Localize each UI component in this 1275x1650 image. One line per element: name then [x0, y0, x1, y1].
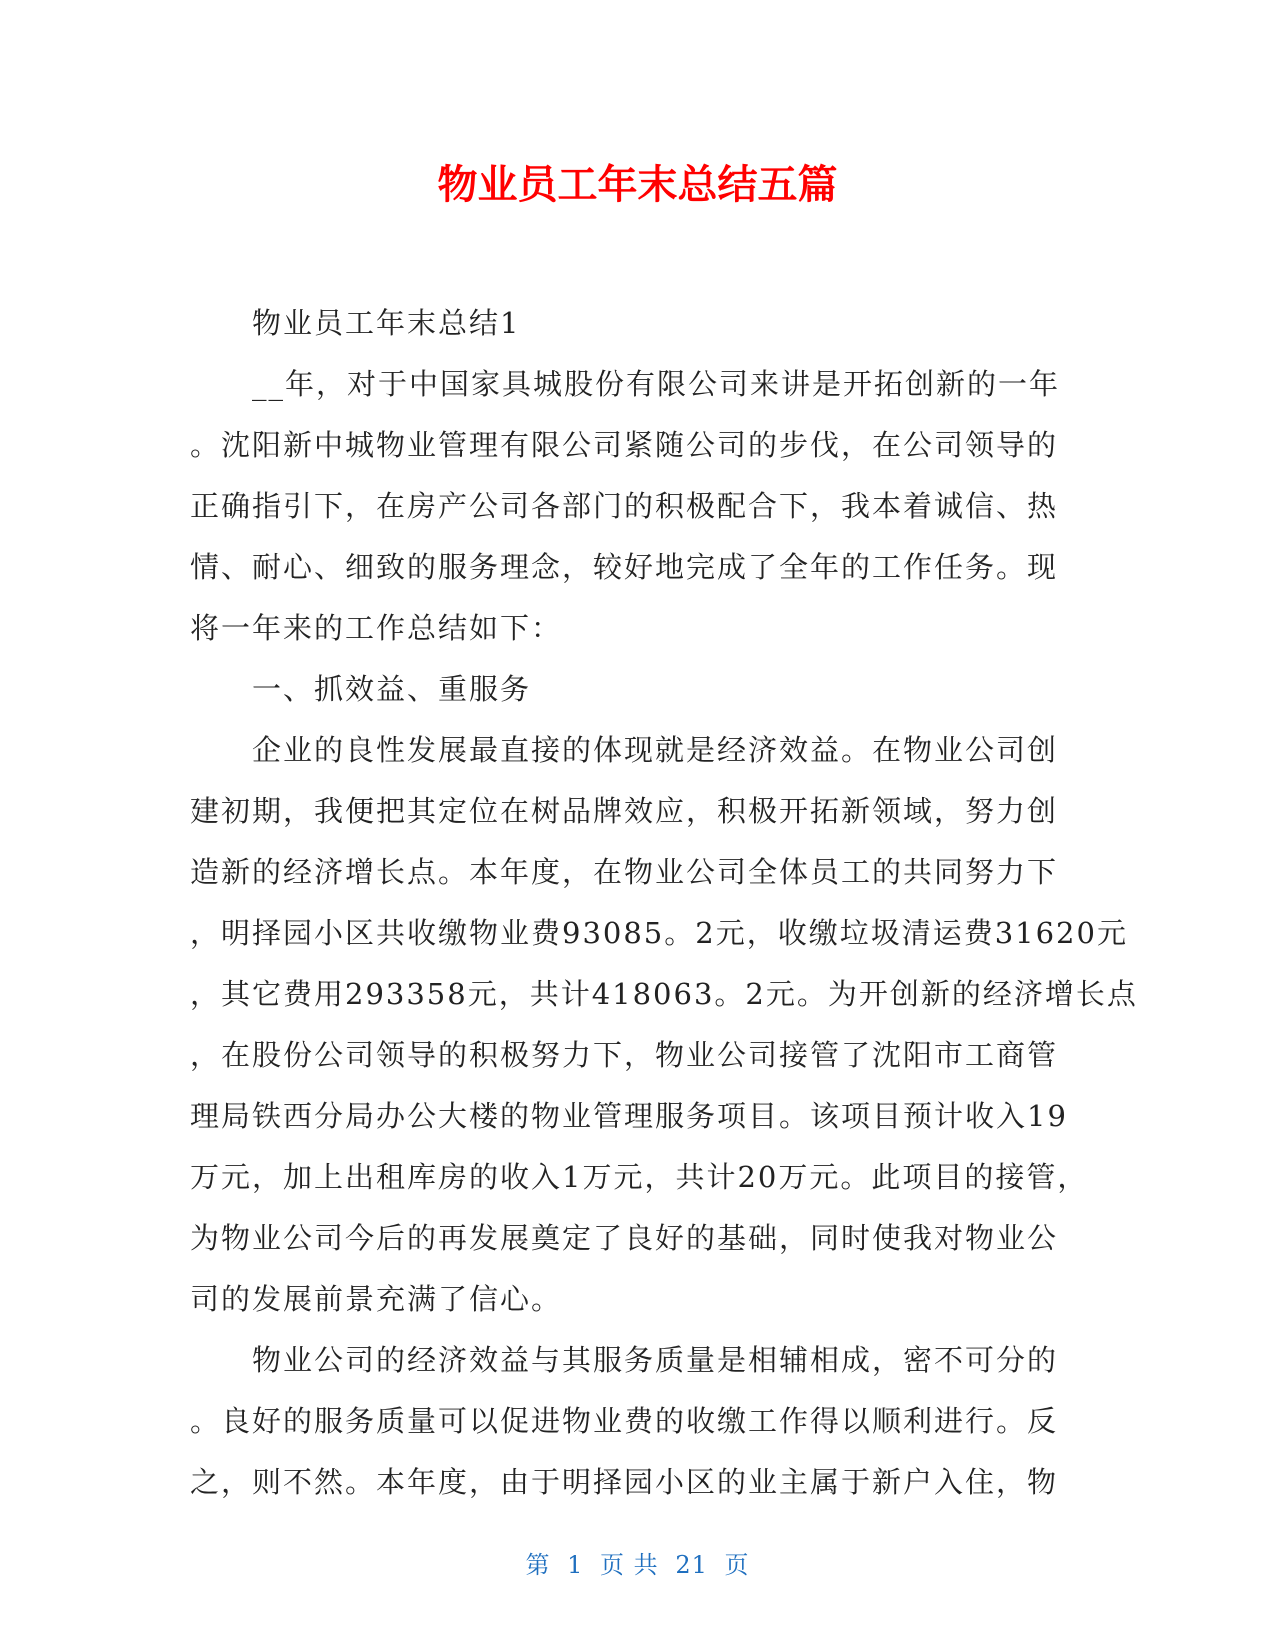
- body-line: 为物业公司今后的再发展奠定了良好的基础，同时使我对物业公: [190, 1221, 1059, 1255]
- body-line: 万元，加上出租库房的收入1万元，共计20万元。此项目的接管，: [190, 1160, 1089, 1194]
- body-line: ，明择园小区共收缴物业费93085。2元，收缴垃圾清运费31620元: [190, 916, 1128, 950]
- body-line: 理局铁西分局办公大楼的物业管理服务项目。该项目预计收入19: [190, 1099, 1068, 1133]
- body-line: 情、耐心、细致的服务理念，较好地完成了全年的工作任务。现: [190, 550, 1059, 584]
- body-line: ，其它费用293358元，共计418063。2元。为开创新的经济增长点: [190, 977, 1138, 1011]
- page-number-footer: [0, 1545, 1275, 1580]
- current-page-number: 1: [567, 1551, 584, 1579]
- footer-mid: 页 共: [600, 1551, 659, 1579]
- body-line: 司的发展前景充满了信心。: [190, 1282, 563, 1316]
- body-line: __年，对于中国家具城股份有限公司来讲是开拓创新的一年: [252, 367, 1061, 401]
- footer-prefix: 第: [525, 1551, 551, 1579]
- footer-suffix: 页: [724, 1551, 750, 1579]
- body-line: 。良好的服务质量可以促进物业费的收缴工作得以顺利进行。反: [190, 1404, 1059, 1438]
- body-line: ，在股份公司领导的积极努力下，物业公司接管了沈阳市工商管: [190, 1038, 1059, 1072]
- total-page-count: 21: [675, 1551, 708, 1579]
- body-line: 之，则不然。本年度，由于明择园小区的业主属于新户入住，物: [190, 1465, 1059, 1499]
- document-body: [190, 293, 1138, 1513]
- page-title: 物业员工年末总结五篇: [437, 162, 838, 208]
- body-line: 。沈阳新中城物业管理有限公司紧随公司的步伐，在公司领导的: [190, 428, 1059, 462]
- body-line: 企业的良性发展最直接的体现就是经济效益。在物业公司创: [252, 733, 1059, 767]
- body-line: 将一年来的工作总结如下：: [190, 611, 563, 645]
- body-line: 正确指引下，在房产公司各部门的积极配合下，我本着诚信、热: [190, 489, 1059, 523]
- body-line: 造新的经济增长点。本年度，在物业公司全体员工的共同努力下: [190, 855, 1059, 889]
- body-line: 建初期，我便把其定位在树品牌效应，积极开拓新领域，努力创: [190, 794, 1059, 828]
- body-line: 物业员工年末总结1: [252, 306, 521, 340]
- section-heading: 一、抓效益、重服务: [252, 672, 532, 706]
- body-line: 物业公司的经济效益与其服务质量是相辅相成，密不可分的: [252, 1343, 1059, 1377]
